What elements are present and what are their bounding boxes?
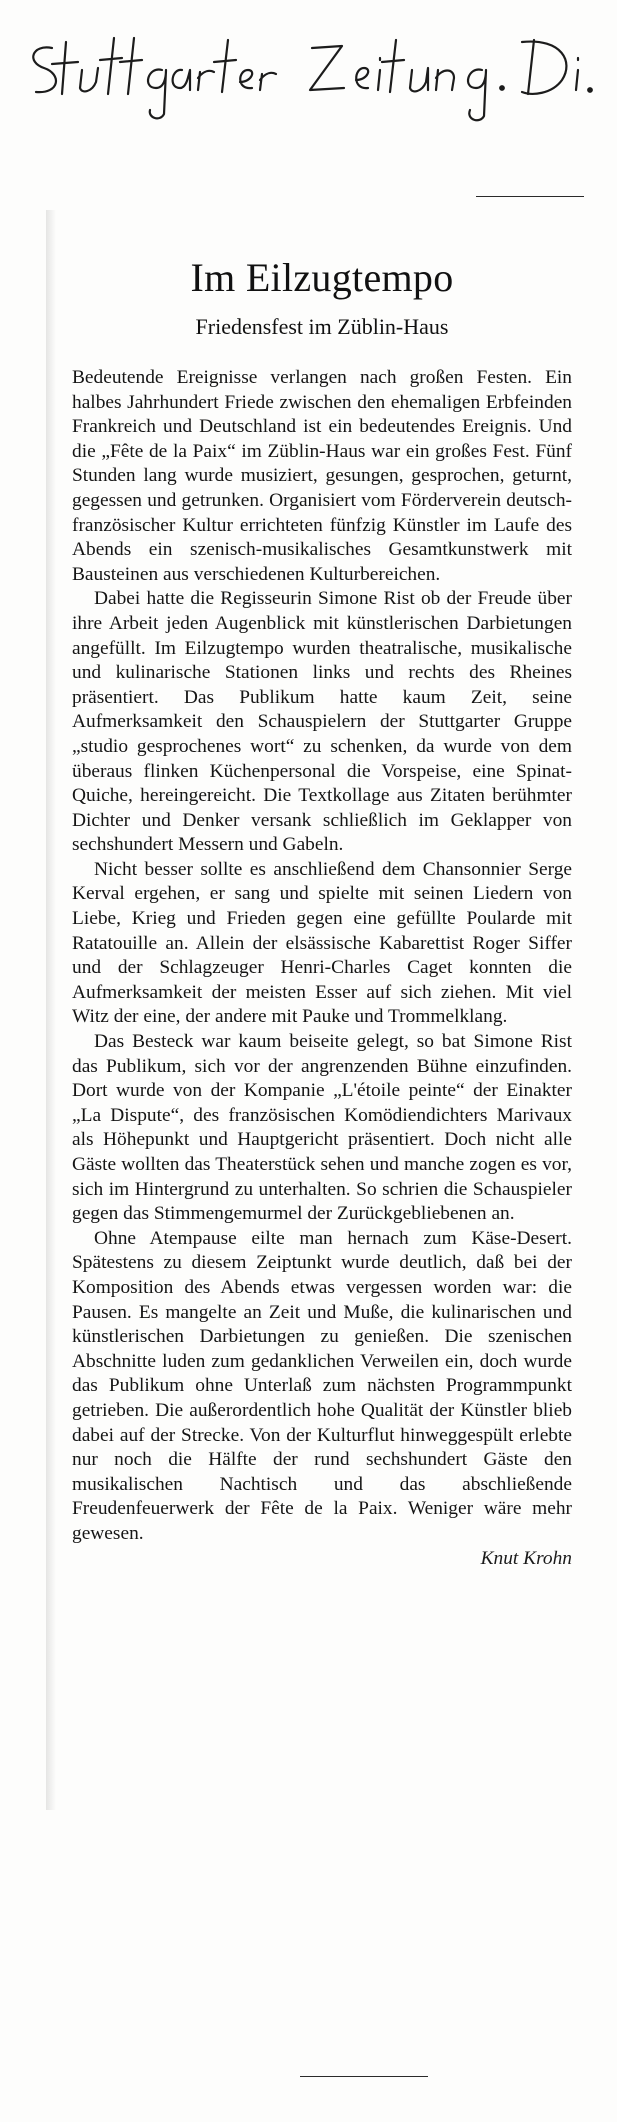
top-separator-rule (476, 196, 584, 197)
article-paragraph: Ohne Atempause eilte man hernach zum Käse-Desert. Spätestens zu diesem Zeiptunkt wurde deutlich, daß bei der Komposition des Abends etwas vergessen worden war: die Pausen. Es mangelte an Zeit und Muße, die kulinarischen und künstlerischen Darbietungen zu genießen. Die szenischen Abschnitte luden zum gedanklichen Verweilen ein, doch wurde das Publikum ohne Unterlaß zum nächsten Programmpunkt getrieben. Die außerordentlich hohe Qualität der Künstler blieb dabei auf der Strecke. Von der Kulturflut hinweggespült erlebte nur noch die Hälfte der rund sechshundert Gäste den musikalischen Nachtisch und das abschließende Freudenfeuerwerk der Fête de la Paix. Weniger wäre mehr gewesen. (72, 1227, 572, 1544)
article-paragraph: Dabei hatte die Regisseurin Simone Rist ob der Freude über ihre Arbeit jeden Augenblick mit künstlerischen Darbietungen angefüllt. Im Eilzugtempo wurden theatralische, musikalische und kulinarische Stationen links und rechts des Rheines präsentiert. Das Publikum hatte kaum Zeit, seine Aufmerksamkeit den Schauspielern der Stuttgarter Gruppe „studio gesprochenes wort“ zu schenken, da wurde von dem überaus flinken Küchenpersonal die Vorspeise, eine Spinat-Quiche, hereingereicht. Die Textkollage aus Zitaten berühmter Dichter und Denker versank schließlich im Geklapper von sechshundert Messern und Gabeln. (72, 588, 572, 856)
article-headline: Im Eilzugtempo (190, 255, 454, 300)
article (72, 252, 572, 1571)
article-byline: Knut Krohn (480, 1547, 572, 1569)
article-body (72, 366, 572, 1547)
bottom-separator-rule (300, 2076, 428, 2077)
byline-row (72, 1547, 572, 1572)
handwritten-source-note (22, 18, 602, 128)
handwritten-note-drawing (22, 18, 602, 128)
article-paragraph: Nicht besser sollte es anschließend dem Chansonnier Serge Kerval ergehen, er sang und spielte mit seinen Liedern von Liebe, Krieg und Frieden gegen eine gefüllte Poularde mit Ratatouille an. Allein der elsässische Kabarettist Roger Siffer und der Schlagzeuger Henri-Charles Caget konnten die Aufmerksamkeit der meisten Esser auf sich ziehen. Mit viel Witz der eine, der andere mit Pauke und Trommelklang. (72, 858, 572, 1028)
article-paragraph: Bedeutende Ereignisse verlangen nach großen Festen. Ein halbes Jahrhundert Friede zwischen den ehemaligen Erbfeinden Frankreich und Deutschland ist ein bedeutendes Ereignis. Und die „Fête de la Paix“ im Züblin-Haus war ein großes Fest. Fünf Stunden lang wurde musiziert, gesungen, gesprochen, geturnt, gegessen und getrunken. Organisiert vom Förderverein deutsch-französischer Kultur errichteten fünfzig Künstler im Laufe des Abends ein szenisch-musikalisches Gesamtkunstwerk mit Bausteinen aus verschiedenen Kulturbereichen. (72, 367, 572, 585)
article-paragraph: Das Besteck war kaum beiseite gelegt, so bat Simone Rist das Publikum, sich vor der angrenzenden Bühne einzufinden. Dort wurde von der Kompanie „L'étoile peinte“ der Einakter „La Dispute“, des französischen Komödiendichters Marivaux als Höhepunkt und Hauptgericht präsentiert. Doch nicht alle Gäste wollten das Theaterstück sehen und manche zogen es vor, sich im Hintergrund zu unterhalten. So schrien die Schauspieler gegen das Stimmengemurmel der Zurückgebliebenen an. (72, 1031, 572, 1225)
article-subheadline: Friedensfest im Züblin-Haus (195, 314, 449, 339)
scan-edge-shadow (46, 210, 56, 1810)
